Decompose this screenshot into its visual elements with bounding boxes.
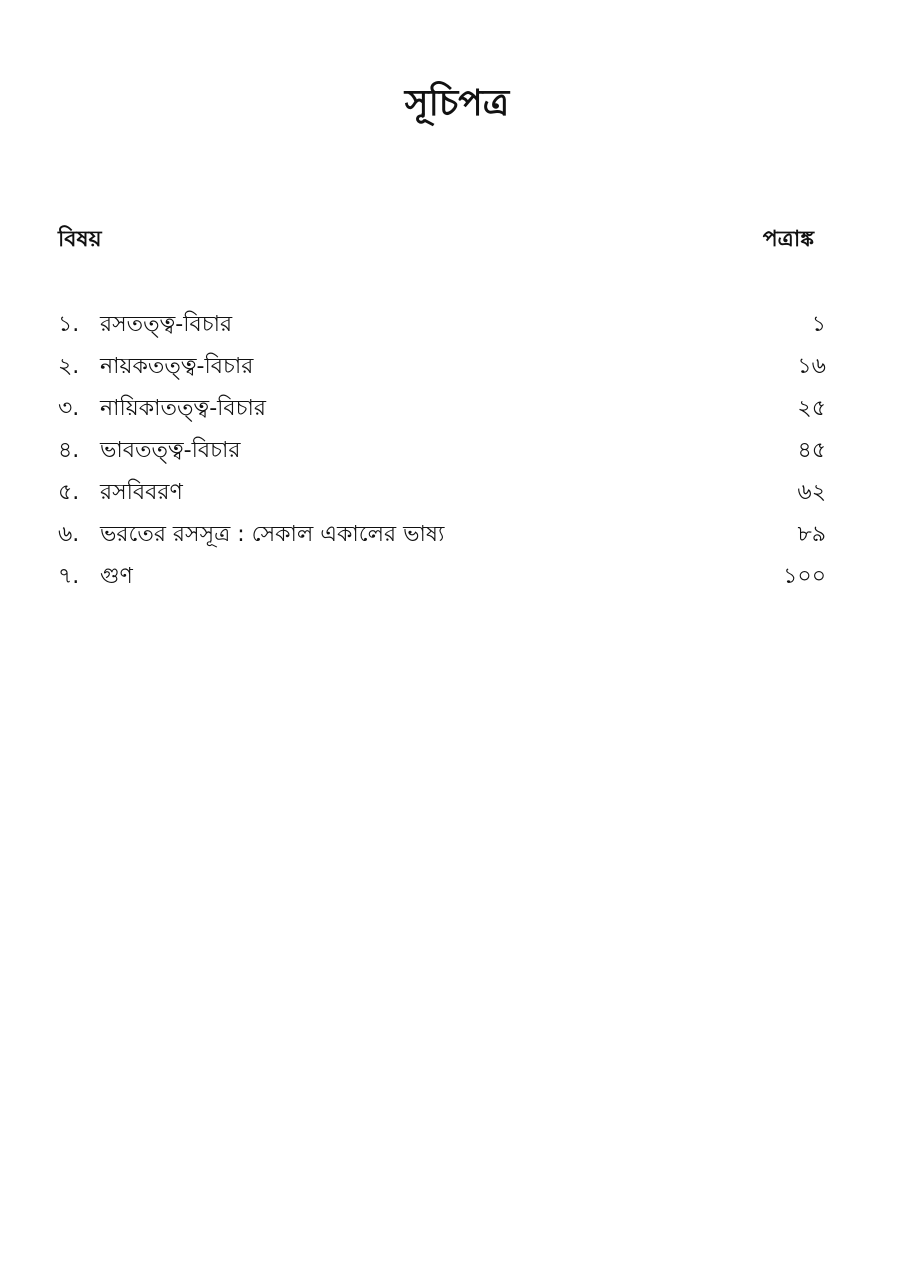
entry-number: ৬. — [58, 521, 80, 547]
entry-page: ২৫ — [797, 395, 826, 421]
toc-entry — [58, 430, 826, 472]
entry-page: ১৬ — [797, 353, 826, 379]
table-of-contents — [58, 304, 826, 598]
entry-number: ৭. — [58, 563, 80, 589]
entry-title: নায়কতত্ত্ব-বিচার — [100, 353, 254, 379]
toc-entry — [58, 472, 826, 514]
toc-entry — [58, 304, 826, 346]
entry-number: ২. — [58, 353, 80, 379]
entry-page: ৪৫ — [797, 437, 826, 463]
entry-title: নায়িকাতত্ত্ব-বিচার — [100, 395, 267, 421]
entry-title: গুণ — [100, 563, 133, 589]
entry-number: ১. — [58, 311, 80, 337]
entry-page: ৮৯ — [797, 521, 826, 547]
page-title: সূচিপত্র — [404, 83, 510, 124]
entry-title: ভরতের রসসূত্র : সেকাল একালের ভাষ্য — [100, 521, 445, 547]
subject-column-header: বিষয় — [58, 227, 102, 252]
entry-title: রসবিবরণ — [100, 479, 183, 505]
entry-title: রসতত্ত্ব-বিচার — [100, 311, 233, 337]
toc-entry — [58, 346, 826, 388]
entry-title: ভাবতত্ত্ব-বিচার — [100, 437, 241, 463]
entry-page: ৬২ — [797, 479, 826, 505]
toc-entry — [58, 388, 826, 430]
page-column-header: পত্রাঙ্ক — [762, 227, 814, 252]
entry-number: ৪. — [58, 437, 80, 463]
entry-page: ১ — [811, 311, 826, 337]
toc-entry — [58, 514, 826, 556]
entry-number: ৩. — [58, 395, 80, 421]
entry-number: ৫. — [58, 479, 80, 505]
entry-page: ১০০ — [783, 563, 826, 589]
toc-entry — [58, 556, 826, 598]
